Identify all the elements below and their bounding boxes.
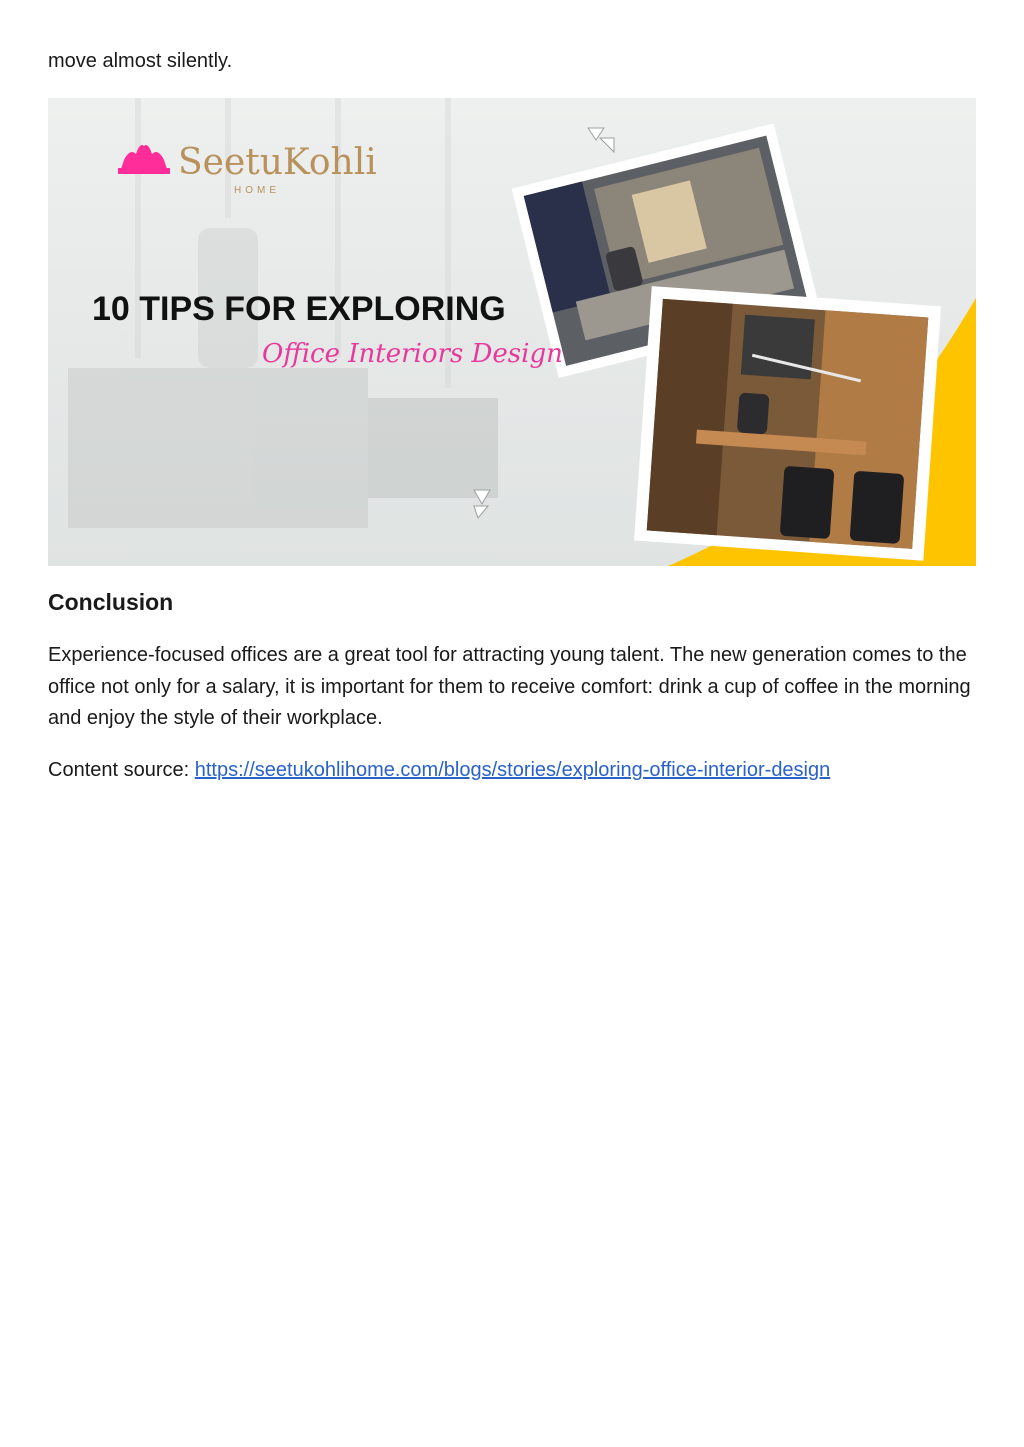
- article-banner-image: [48, 98, 976, 566]
- banner-headline: 10 TIPS FOR EXPLORING: [92, 290, 506, 328]
- content-source-label: Content source:: [48, 759, 195, 781]
- brand-name: SeetuKohli: [178, 142, 377, 183]
- content-source: [48, 755, 830, 785]
- banner-subheadline: Office Interiors Design: [262, 339, 563, 369]
- brand-sub: HOME: [234, 185, 280, 196]
- intro-text: move almost silently.: [48, 50, 233, 72]
- conclusion-paragraph: Experience-focused offices are a great tool for attracting young talent. The new generation comes to the office not only for a salary, it is important for them to receive comfort: drink a cup of coffee in the morning and enjoy the style of their workplace.: [48, 644, 971, 729]
- content-source-link[interactable]: https://seetukohlihome.com/blogs/stories/exploring-office-interior-design: [194, 759, 831, 781]
- seetukohli-logo-icon: [118, 145, 170, 174]
- conclusion-heading: Conclusion: [48, 589, 174, 615]
- office-photo-card-bottom: [634, 286, 941, 561]
